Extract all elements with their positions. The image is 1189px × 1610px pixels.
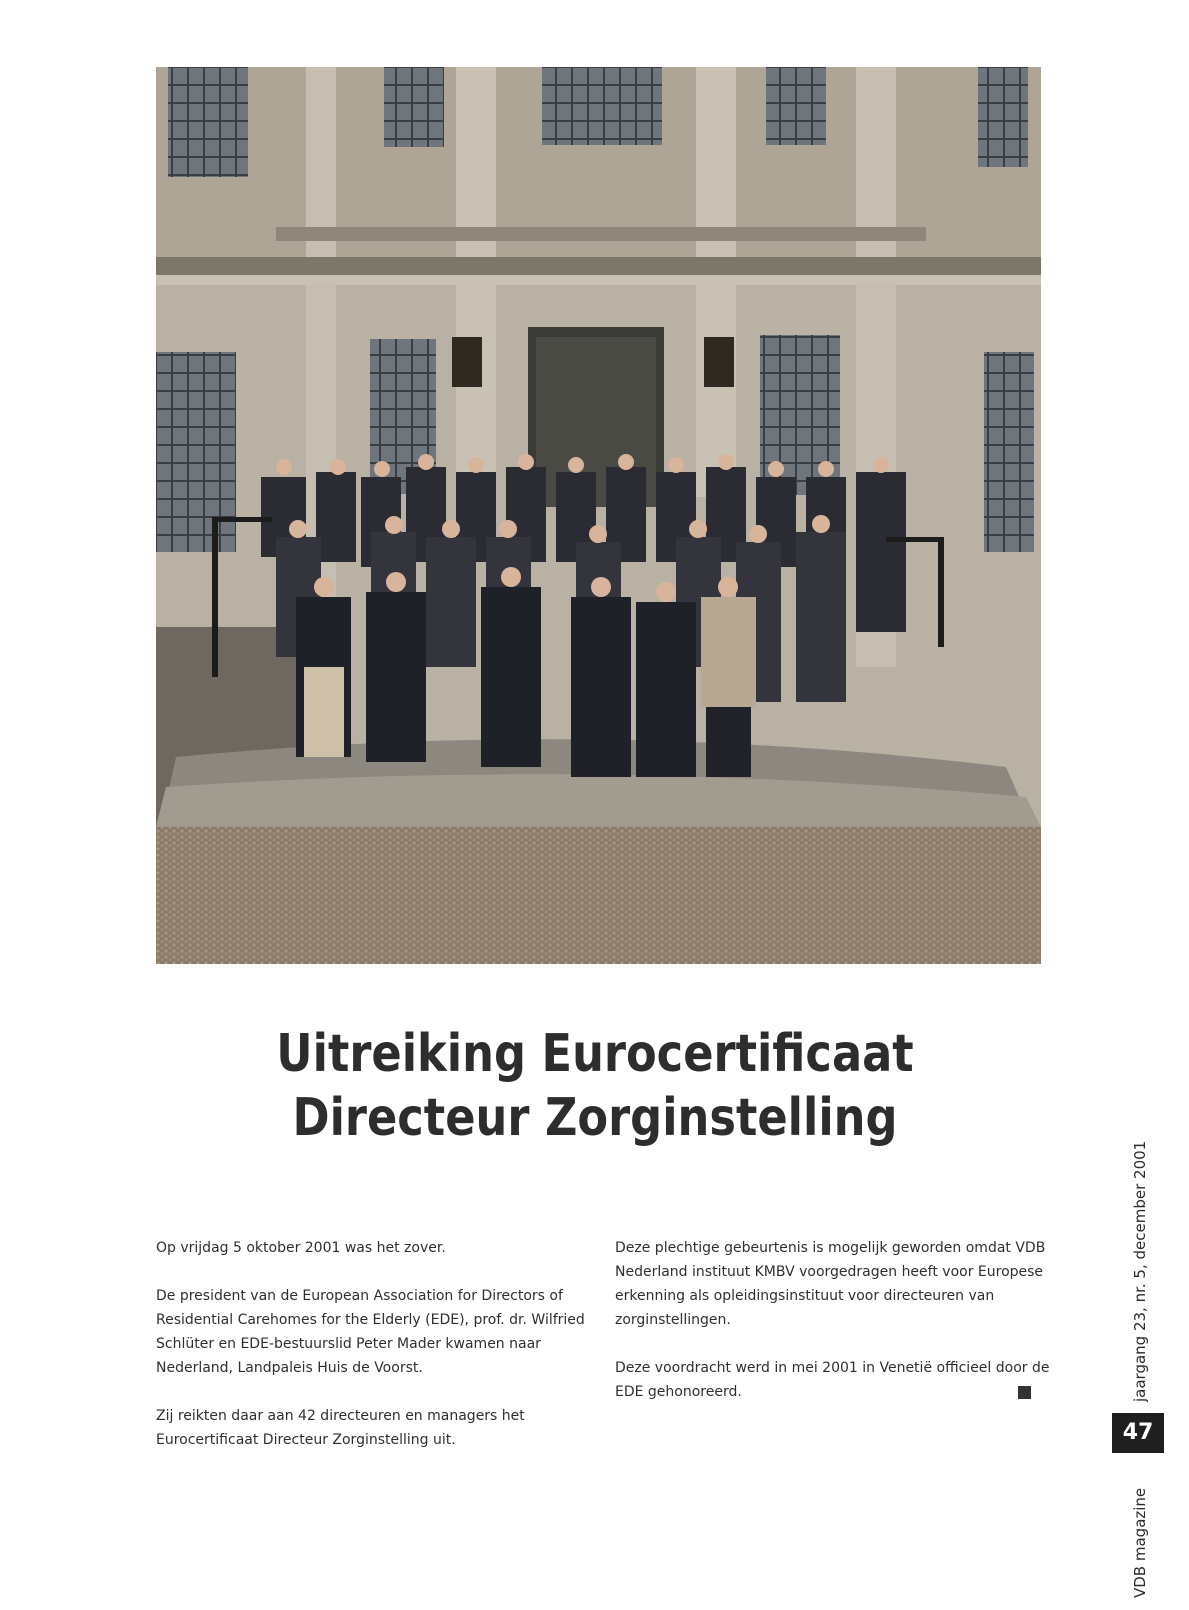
group-photo-illustration	[156, 67, 1041, 964]
paragraph: Deze plechtige gebeurtenis is mogelijk geworden omdat VDB Nederland instituut KMBV voorgedragen heeft voor Europese erkenning als opleidingsinstituut voor directeuren van zorginstellingen.	[615, 1240, 1046, 1328]
paragraph: De president van de European Association for Directors of Residential Carehomes for the Elderly (EDE), prof. dr. Wilfried Schlüter en EDE-bestuurslid Peter Mader kwamen naar Nederland, Landpaleis Huis de Voorst.	[156, 1288, 585, 1376]
paragraph: Op vrijdag 5 oktober 2001 was het zover.	[156, 1240, 446, 1256]
issue-info: jaargang 23, nr. 5, december 2001	[1131, 1140, 1149, 1402]
paragraph: Zij reikten daar aan 42 directeuren en managers het Eurocertificaat Directeur Zorginstelling uit.	[156, 1408, 525, 1448]
page-number: 47	[1112, 1413, 1164, 1453]
article-column-right	[615, 1236, 1055, 1428]
article-column-left	[156, 1236, 596, 1476]
headline-line-2: Directeur Zorginstelling	[292, 1088, 898, 1148]
headline-line-1: Uitreiking Eurocertificaat	[276, 1024, 914, 1084]
group-photo	[156, 67, 1041, 964]
article-end-mark-icon	[1018, 1386, 1031, 1399]
article-headline	[212, 1022, 977, 1150]
magazine-name: VDB magazine	[1131, 1487, 1149, 1598]
paragraph: Deze voordracht werd in mei 2001 in Venetië officieel door de EDE gehonoreerd.	[615, 1360, 1050, 1400]
